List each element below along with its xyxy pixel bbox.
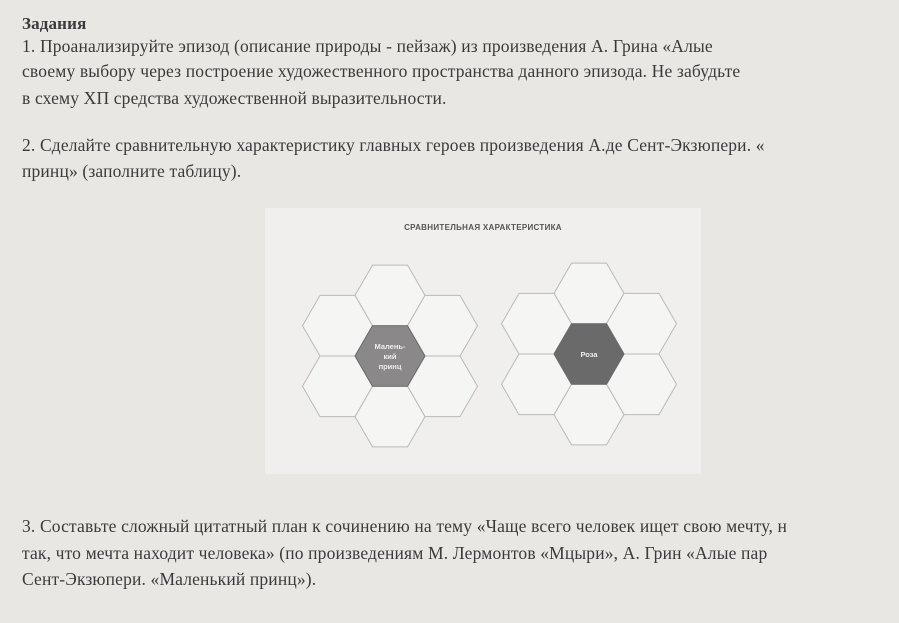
task1-line2: своему выбору через построение художественного пространства данного эпизода. Не забудьте — [22, 61, 741, 81]
task1-line1: 1. Проанализируйте эпизод (описание природы - пейзаж) из произведения А. Грина «Алые — [22, 36, 713, 56]
comparison-figure — [265, 208, 701, 474]
task3-line3: Сент-Экзюпери. «Маленький принц»). — [22, 569, 317, 589]
little-prince-cluster-center-label: кий — [383, 352, 397, 361]
task2-line2: принц» (заполните таблицу). — [22, 161, 242, 181]
little-prince-cluster-center-label: Малень- — [374, 342, 406, 351]
task3-line1: 3. Составьте сложный цитатный план к сочинению на тему «Чаще всего человек ищет свою мечту, н — [22, 516, 788, 536]
task3-line2: так, что мечта находит человека» (по произведениям М. Лермонтов «Мцыри», А. Грин «Алые пар — [22, 543, 768, 563]
task2-line1: 2. Сделайте сравнительную характеристику главных героев произведения А.де Сент-Экзюпери. « — [22, 135, 765, 155]
rose-cluster-center-label: Роза — [580, 350, 598, 359]
heading: Задания — [22, 14, 87, 33]
hexagon-diagrams — [265, 208, 701, 474]
task1-line3: в схему ХП средства художественной выразительности. — [22, 88, 447, 108]
figure-title: СРАВНИТЕЛЬНАЯ ХАРАКТЕРИСТИКА — [404, 223, 562, 232]
little-prince-cluster-center-label: принц — [378, 362, 402, 371]
